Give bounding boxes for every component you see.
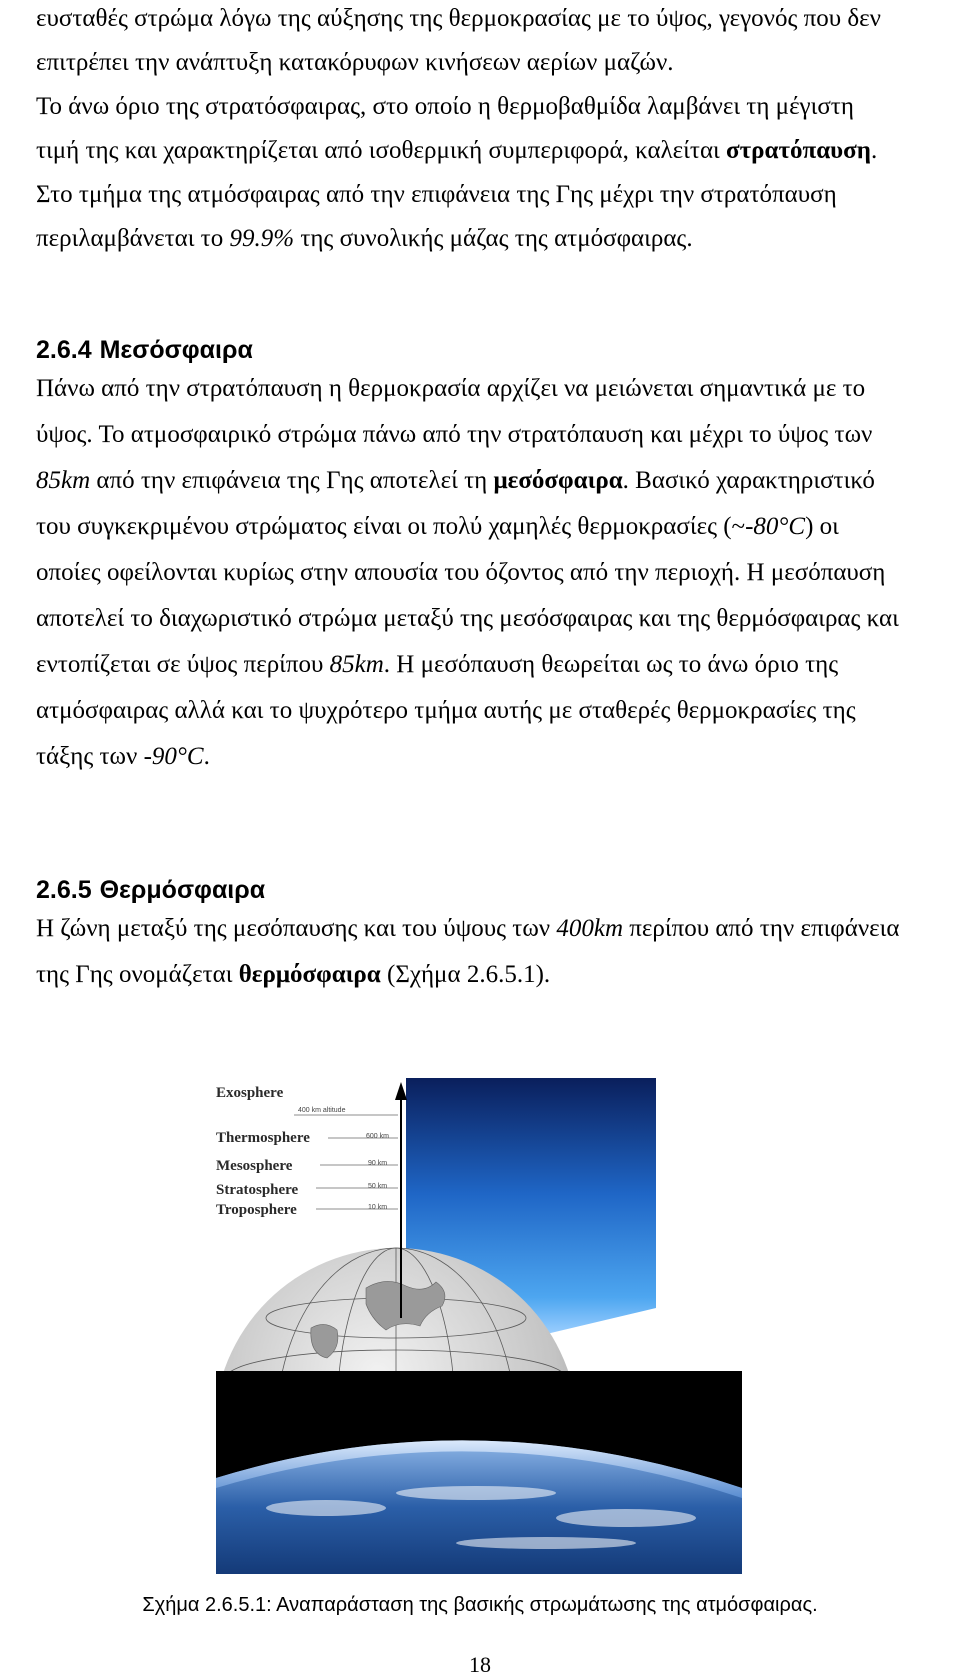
text-span: αποτελεί το διαχωριστικό στρώμα μεταξύ της μεσόσφαιρας και της θερμόσφαιρας και (36, 605, 899, 632)
layer-label: Thermosphere (216, 1130, 310, 1146)
text-line (36, 412, 960, 459)
text-span: ) οι (805, 513, 839, 540)
text-line (36, 596, 960, 643)
text-line (36, 952, 960, 999)
term-thermosphere: θερμόσφαιρα (238, 961, 381, 988)
text-line (36, 504, 960, 551)
section-title: Θερμόσφαιρα (99, 876, 266, 904)
temperature-value: -90°C (143, 743, 204, 770)
term-mesosphere: μεσόσφαιρα (493, 467, 623, 494)
altitude-label: 400 km altitude (298, 1107, 346, 1114)
text-line (36, 172, 960, 219)
figure-caption: Σχήμα 2.6.5.1: Αναπαράσταση της βασικής στρωμάτωσης της ατμόσφαιρας. (142, 1594, 818, 1616)
arrow-up-icon (395, 1082, 407, 1100)
section-heading-mesosphere (36, 336, 253, 365)
percent-value: 99.9% (229, 225, 295, 252)
layer-label: Exosphere (216, 1085, 284, 1101)
text-span: εντοπίζεται σε ύψος περίπου (36, 651, 330, 678)
text-span: ευσταθές στρώμα λόγω της αύξησης της θερμοκρασίας με το ύψος, γεγονός που δεν (36, 5, 881, 32)
text-span: . Βασικό χαρακτηριστικό (622, 467, 875, 494)
text-span: Το άνω όριο της στρατόσφαιρας, στο οποίο η θερμοβαθμίδα λαμβάνει τη μέγιστη (36, 93, 854, 120)
text-span: ύψος. Το ατμοσφαιρικό στρώμα πάνω από την στρατόπαυση και μέχρι το ύψος των (36, 421, 873, 448)
altitude-value: 85km (329, 651, 384, 678)
term-stratopause: στρατόπαυση (726, 137, 871, 164)
section-heading-thermosphere (36, 876, 265, 905)
text-span: τάξης των (36, 743, 144, 770)
altitude-label: 600 km (366, 1133, 389, 1140)
text-line (36, 906, 960, 953)
altitude-value: 85km (36, 467, 91, 494)
text-span: ατμόσφαιρας αλλά και το ψυχρότερο τμήμα αυτής με σταθερές θερμοκρασίες της (36, 697, 856, 724)
section-number: 2.6.5 (36, 876, 92, 904)
page-number: 18 (469, 1652, 491, 1677)
text-line (36, 128, 960, 175)
atmosphere-illustration (216, 1078, 742, 1574)
text-span: της συνολικής μάζας της ατμόσφαιρας. (294, 225, 693, 252)
text-line (36, 0, 960, 43)
text-line (36, 550, 960, 597)
text-line (36, 366, 960, 413)
section-number: 2.6.4 (36, 336, 92, 364)
text-span: της Γης ονομάζεται (36, 961, 239, 988)
layer-label: Mesosphere (216, 1158, 293, 1174)
layer-label: Troposphere (216, 1202, 297, 1218)
altitude-label: 10 km (368, 1204, 388, 1211)
text-span: τιμή της και χαρακτηρίζεται από ισοθερμική συμπεριφορά, καλείται (36, 137, 727, 164)
text-span: Στο τμήμα της ατμόσφαιρας από την επιφάνεια της Γης μέχρι την στρατόπαυση (36, 181, 837, 208)
text-span: Πάνω από την στρατόπαυση η θερμοκρασία αρχίζει να μειώνεται σημαντικά με το (36, 375, 866, 402)
text-line (36, 40, 960, 87)
layer-label: Stratosphere (216, 1182, 299, 1198)
text-span: περίπου από την επιφάνεια (623, 915, 900, 942)
section-title: Μεσόσφαιρα (99, 336, 253, 364)
text-line (36, 216, 960, 263)
text-line (36, 688, 960, 735)
text-span: (Σχήμα 2.6.5.1). (380, 961, 551, 988)
text-line (36, 642, 960, 689)
altitude-label: 50 km (368, 1183, 388, 1190)
text-span: . (203, 743, 210, 770)
text-span: . (870, 137, 878, 164)
text-span: περιλαμβάνεται το (36, 225, 230, 252)
altitude-value: 400km (556, 915, 623, 942)
altitude-label: 90 km (368, 1160, 388, 1167)
text-line (36, 84, 960, 131)
temperature-value: -80°C (745, 513, 806, 540)
text-line (36, 458, 960, 505)
text-line (36, 734, 960, 781)
text-span: από την επιφάνεια της Γης αποτελεί τη (90, 467, 494, 494)
atmosphere-layers-figure (216, 1078, 742, 1574)
text-span: Η ζώνη μεταξύ της μεσόπαυσης και του ύψους των (36, 915, 557, 942)
text-span: . Η μεσόπαυση θεωρείται ως το άνω όριο της (383, 651, 839, 678)
text-span: επιτρέπει την ανάπτυξη κατακόρυφων κινήσεων αερίων μαζών. (36, 49, 674, 76)
text-span: του συγκεκριμένου στρώματος είναι οι πολύ χαμηλές θερμοκρασίες (~ (36, 513, 746, 540)
text-span: οποίες οφείλονται κυρίως στην απουσία του όζοντος από την περιοχή. Η μεσόπαυση (36, 559, 886, 586)
